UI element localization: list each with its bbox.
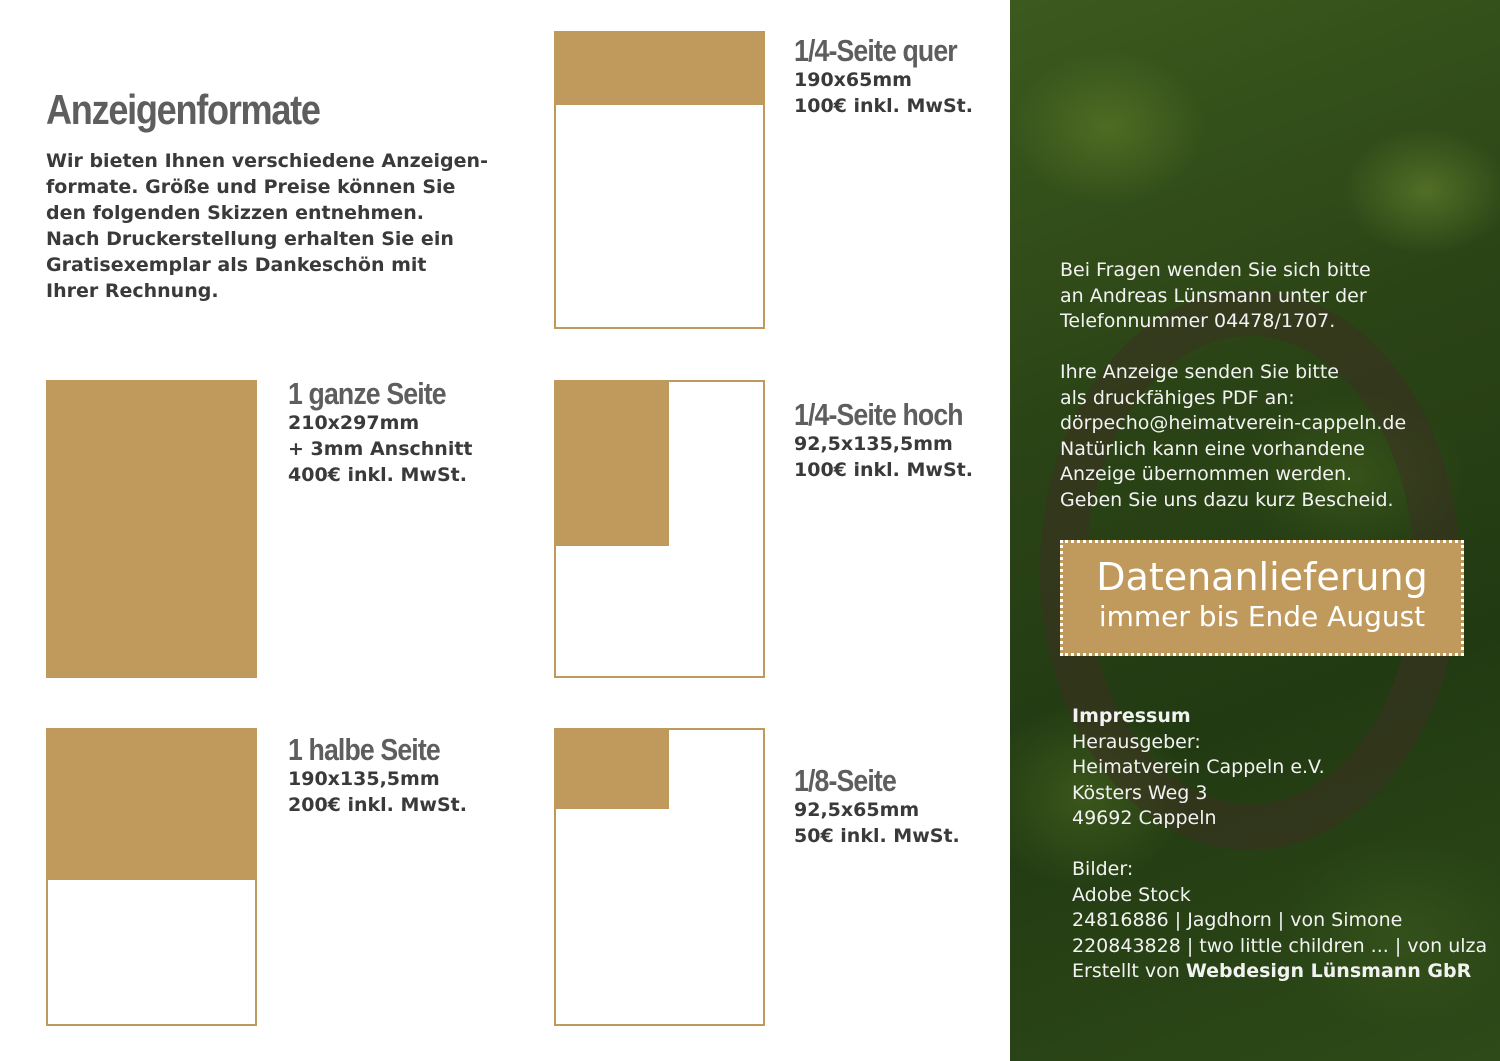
contact-text — [1060, 258, 1490, 513]
publisher-line: Heimatverein Cappeln e.V. — [1072, 756, 1325, 778]
ad-area-quarter-landscape — [556, 33, 763, 105]
publisher-line: Kösters Weg 3 — [1072, 781, 1208, 804]
format-half-page — [288, 734, 467, 818]
intro-text — [46, 148, 486, 304]
deadline-subtitle: immer bis Ende August — [1098, 600, 1426, 633]
info-panel — [1010, 0, 1500, 1061]
format-size: 190x135,5mm — [288, 768, 440, 790]
ad-area-half-page — [48, 730, 255, 880]
format-extra: + 3mm Anschnitt — [288, 438, 473, 460]
format-size: 190x65mm — [794, 69, 912, 91]
intro-line: Wir bieten Ihnen verschiedene Anzeigen- — [46, 150, 488, 172]
submission-line: Geben Sie uns dazu kurz Bescheid. — [1060, 488, 1394, 511]
format-price: 100€ inkl. MwSt. — [794, 95, 973, 117]
format-full-page — [288, 378, 473, 488]
imprint — [1072, 704, 1500, 985]
ad-area-quarter-portrait — [556, 382, 669, 546]
images-line: 220843828 | two little children ... | von ulza — [1072, 934, 1488, 957]
format-name: 1/4-Seite quer — [794, 33, 957, 68]
format-price: 100€ inkl. MwSt. — [794, 459, 973, 481]
contact-line: an Andreas Lünsmann unter der — [1060, 284, 1367, 307]
intro-line: Nach Druckerstellung erhalten Sie ein — [46, 228, 454, 250]
format-name: 1/4-Seite hoch — [794, 397, 963, 432]
contact-line: Telefonnummer 04478/1707. — [1060, 310, 1336, 332]
credit-prefix: Erstellt von — [1072, 960, 1180, 982]
format-price: 400€ inkl. MwSt. — [288, 464, 467, 486]
format-quarter-landscape — [794, 35, 983, 119]
format-size: 92,5x65mm — [794, 799, 920, 821]
submission-line: Natürlich kann eine vorhandene — [1060, 437, 1365, 460]
ad-area-full-page — [48, 382, 255, 676]
format-name: 1 ganze Seite — [288, 376, 446, 411]
ad-area-eighth-page — [556, 730, 669, 809]
images-line: 24816886 | Jagdhorn | von Simone — [1072, 909, 1403, 931]
sketch-eighth-page — [554, 728, 765, 1026]
heading: Anzeigenformate — [46, 86, 320, 133]
deadline-notice — [1060, 540, 1464, 656]
format-size: 210x297mm — [288, 412, 420, 434]
format-eighth-page — [794, 765, 960, 849]
credit-line — [1072, 959, 1500, 985]
deadline-title: Datenanlieferung — [1096, 555, 1428, 599]
format-quarter-portrait — [794, 399, 990, 483]
imprint-title: Impressum — [1072, 705, 1191, 727]
intro-line: Gratisexemplar als Dankeschön mit — [46, 254, 427, 276]
publisher-line: 49692 Cappeln — [1072, 807, 1217, 829]
format-price: 50€ inkl. MwSt. — [794, 825, 960, 847]
format-size: 92,5x135,5mm — [794, 433, 953, 455]
sketch-full-page — [46, 380, 257, 678]
intro-line: Ihrer Rechnung. — [46, 280, 219, 302]
submission-line: Ihre Anzeige senden Sie bitte — [1060, 361, 1339, 383]
format-price: 200€ inkl. MwSt. — [288, 794, 467, 816]
credit-name[interactable]: Webdesign Lünsmann GbR — [1185, 960, 1472, 982]
submission-line: als druckfähiges PDF an: — [1060, 386, 1295, 409]
format-name: 1 halbe Seite — [288, 732, 440, 767]
submission-line: Anzeige übernommen werden. — [1060, 463, 1353, 485]
sketch-quarter-landscape — [554, 31, 765, 329]
intro-line: formate. Größe und Preise können Sie — [46, 176, 456, 198]
contact-line: Bei Fragen wenden Sie sich bitte — [1060, 259, 1371, 281]
sketch-half-page — [46, 728, 257, 1026]
intro-line: den folgenden Skizzen entnehmen. — [46, 202, 424, 224]
publisher-label: Herausgeber: — [1072, 730, 1201, 753]
images-label: Bilder: — [1072, 858, 1134, 880]
sketch-quarter-portrait — [554, 380, 765, 678]
submission-email[interactable]: dörpecho@heimatverein-cappeln.de — [1060, 412, 1407, 434]
format-name: 1/8-Seite — [794, 763, 896, 798]
images-line: Adobe Stock — [1072, 883, 1191, 906]
